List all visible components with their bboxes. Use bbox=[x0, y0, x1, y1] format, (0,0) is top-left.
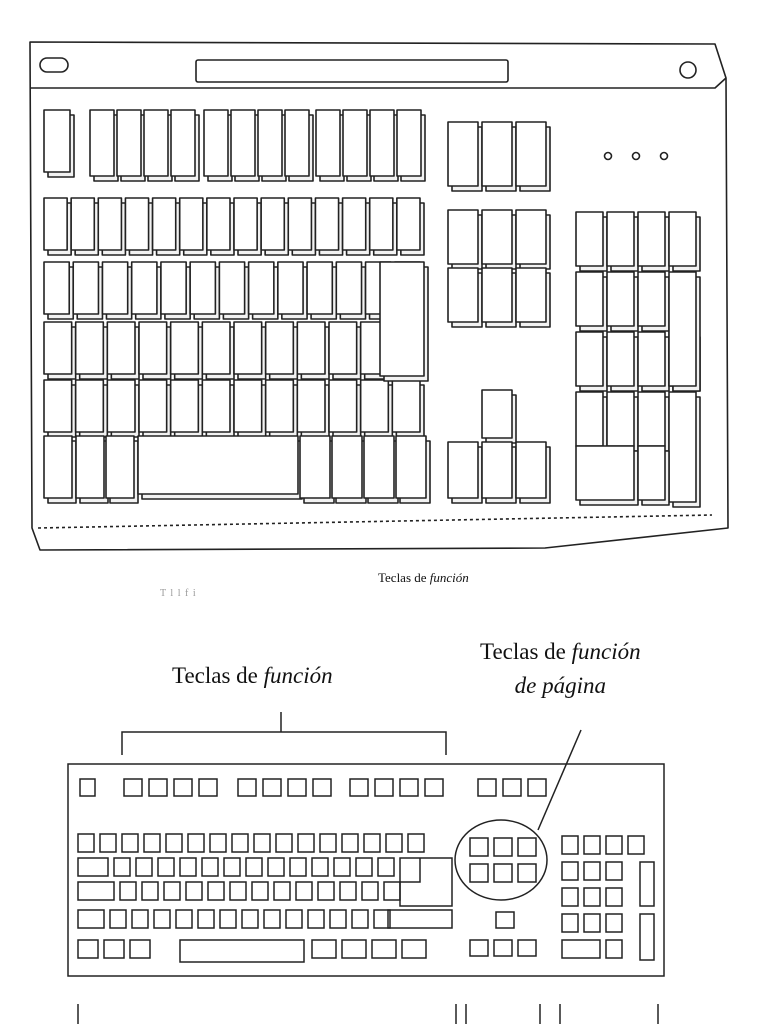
sketch-main-key bbox=[161, 262, 186, 314]
sketch-main-key bbox=[125, 198, 148, 250]
schematic-main-key bbox=[330, 910, 346, 928]
sketch-faint-text: T l l f i bbox=[160, 588, 197, 599]
indicator-led bbox=[605, 153, 612, 160]
schematic-numpad-key bbox=[562, 836, 578, 854]
schematic-arrow-key bbox=[470, 940, 488, 956]
schematic-main-key bbox=[122, 834, 138, 852]
schematic-main-key bbox=[78, 834, 94, 852]
keyboard-top-slot bbox=[196, 60, 508, 82]
schematic-numpad-key bbox=[606, 940, 622, 958]
sketch-main-key bbox=[361, 380, 389, 432]
schematic-main-key bbox=[356, 858, 372, 876]
sketch-main-key bbox=[261, 198, 284, 250]
schematic-function-key bbox=[199, 779, 217, 796]
sketch-main-key bbox=[288, 198, 311, 250]
sketch-function-key bbox=[231, 110, 255, 176]
schematic-numpad-key bbox=[562, 914, 578, 932]
schematic-main-key bbox=[208, 882, 224, 900]
sketch-numpad-key bbox=[576, 272, 603, 326]
schematic-system-key bbox=[503, 779, 521, 796]
sketch-arrow-key bbox=[516, 442, 546, 498]
schematic-main-key bbox=[298, 834, 314, 852]
sketch-main-key bbox=[307, 262, 332, 314]
sketch-main-key bbox=[171, 380, 199, 432]
sketch-main-key bbox=[297, 322, 325, 374]
schematic-main-key bbox=[352, 910, 368, 928]
schematic-main-key bbox=[198, 910, 214, 928]
schematic-numpad-key bbox=[628, 836, 644, 854]
schematic-main-key bbox=[252, 882, 268, 900]
schematic-main-key bbox=[318, 882, 334, 900]
sketch-bottom-key bbox=[396, 436, 426, 498]
schematic-bottom-key bbox=[342, 940, 366, 958]
sketch-system-key bbox=[448, 122, 478, 186]
schematic-numpad-key bbox=[584, 836, 600, 854]
schematic-main-key bbox=[180, 858, 196, 876]
schematic-main-key bbox=[268, 858, 284, 876]
sketch-numpad-key bbox=[576, 392, 603, 446]
sketch-function-key bbox=[117, 110, 141, 176]
schematic-main-key bbox=[210, 834, 226, 852]
sketch-numpad-plus-key bbox=[669, 272, 696, 386]
keyboard-top-left-oval bbox=[40, 58, 68, 72]
schematic-function-key bbox=[425, 779, 443, 796]
sketch-numpad-key bbox=[576, 332, 603, 386]
schematic-main-key bbox=[230, 882, 246, 900]
schematic-function-key bbox=[400, 779, 418, 796]
sketch-main-key bbox=[153, 198, 176, 250]
schematic-main-key bbox=[362, 882, 378, 900]
sketch-main-key bbox=[219, 262, 244, 314]
keyboard-sketch bbox=[30, 42, 728, 550]
schematic-main-key bbox=[242, 910, 258, 928]
sketch-numpad-key bbox=[638, 446, 665, 500]
schematic-numpad-key bbox=[562, 862, 578, 880]
schematic-function-key bbox=[238, 779, 256, 796]
sketch-main-key bbox=[249, 262, 274, 314]
schematic-numpad-key bbox=[606, 836, 622, 854]
schematic-main-key bbox=[296, 882, 312, 900]
sketch-arrow-key bbox=[482, 442, 512, 498]
sketch-enter-key bbox=[380, 262, 424, 376]
schematic-numpad-zero-key bbox=[562, 940, 600, 958]
sketch-main-key bbox=[370, 198, 393, 250]
keyboard-schematic bbox=[68, 712, 664, 1024]
sketch-function-key bbox=[258, 110, 282, 176]
schematic-main-key bbox=[224, 858, 240, 876]
sketch-numpad-zero-key bbox=[576, 446, 634, 500]
schematic-main-key bbox=[246, 858, 262, 876]
schematic-arrow-key bbox=[518, 940, 536, 956]
schematic-main-key bbox=[342, 834, 358, 852]
sketch-navigation-key bbox=[448, 210, 478, 264]
schematic-right-shift-key bbox=[388, 910, 452, 928]
sketch-main-key bbox=[44, 262, 69, 314]
sketch-bottom-key bbox=[76, 436, 104, 498]
sketch-numpad-enter-key bbox=[669, 392, 696, 502]
schematic-page-key bbox=[518, 838, 536, 856]
schematic-arrow-key bbox=[494, 940, 512, 956]
schematic-main-key bbox=[274, 882, 290, 900]
sketch-main-key bbox=[315, 198, 338, 250]
schematic-numpad-key bbox=[562, 888, 578, 906]
schematic-main-key bbox=[340, 882, 356, 900]
schematic-space-bar bbox=[180, 940, 304, 962]
sketch-main-key bbox=[234, 322, 262, 374]
sketch-caption: Teclas de función bbox=[378, 570, 469, 585]
sketch-main-key bbox=[343, 198, 366, 250]
indicator-led bbox=[661, 153, 668, 160]
sketch-bottom-key bbox=[300, 436, 330, 498]
keyboard-top-right-knob bbox=[680, 62, 696, 78]
schematic-main-key bbox=[408, 834, 424, 852]
schematic-system-key bbox=[478, 779, 496, 796]
schematic-numpad-key bbox=[606, 862, 622, 880]
sketch-numpad-key bbox=[669, 212, 696, 266]
sketch-numpad-key bbox=[638, 212, 665, 266]
schematic-main-key bbox=[142, 882, 158, 900]
sketch-bottom-key bbox=[106, 436, 134, 498]
sketch-main-key bbox=[392, 380, 420, 432]
indicator-led bbox=[633, 153, 640, 160]
schematic-numpad-key bbox=[606, 914, 622, 932]
schematic-numpad-key bbox=[584, 914, 600, 932]
sketch-main-key bbox=[336, 262, 361, 314]
sketch-main-key bbox=[44, 322, 72, 374]
sketch-main-key bbox=[98, 198, 121, 250]
schematic-function-key bbox=[124, 779, 142, 796]
sketch-function-key bbox=[397, 110, 421, 176]
sketch-main-key bbox=[329, 380, 357, 432]
schematic-bottom-key bbox=[104, 940, 124, 958]
schematic-main-key bbox=[290, 858, 306, 876]
schematic-main-key bbox=[320, 834, 336, 852]
sketch-function-key bbox=[171, 110, 195, 176]
sketch-main-key bbox=[76, 380, 104, 432]
schematic-main-key bbox=[100, 834, 116, 852]
sketch-space-bar bbox=[138, 436, 298, 494]
sketch-numpad-key bbox=[576, 212, 603, 266]
sketch-arrow-key bbox=[448, 442, 478, 498]
sketch-numpad-key bbox=[607, 392, 634, 446]
schematic-main-key bbox=[186, 882, 202, 900]
function-keys-bracket bbox=[122, 712, 446, 755]
sketch-main-key bbox=[171, 322, 199, 374]
schematic-page-key bbox=[494, 864, 512, 882]
sketch-function-key bbox=[285, 110, 309, 176]
sketch-main-key bbox=[234, 380, 262, 432]
sketch-function-key bbox=[370, 110, 394, 176]
schematic-main-key bbox=[364, 834, 380, 852]
sketch-numpad-key bbox=[638, 272, 665, 326]
sketch-function-key bbox=[204, 110, 228, 176]
schematic-main-key bbox=[276, 834, 292, 852]
sketch-navigation-key bbox=[482, 268, 512, 322]
schematic-main-key bbox=[166, 834, 182, 852]
schematic-numpad-key bbox=[606, 888, 622, 906]
page-function-keys-label: Teclas de función de página bbox=[480, 639, 641, 698]
sketch-numpad-key bbox=[607, 332, 634, 386]
sketch-main-key bbox=[278, 262, 303, 314]
sketch-arrow-key bbox=[482, 390, 512, 438]
schematic-function-key bbox=[350, 779, 368, 796]
schematic-main-key bbox=[144, 834, 160, 852]
sketch-function-key bbox=[316, 110, 340, 176]
schematic-main-key bbox=[220, 910, 236, 928]
sketch-bottom-key bbox=[44, 436, 72, 498]
schematic-main-key bbox=[188, 834, 204, 852]
schematic-main-key bbox=[334, 858, 350, 876]
schematic-main-key bbox=[264, 910, 280, 928]
schematic-function-key bbox=[288, 779, 306, 796]
sketch-navigation-key bbox=[448, 268, 478, 322]
schematic-tab-key bbox=[78, 858, 108, 876]
schematic-page-key bbox=[494, 838, 512, 856]
sketch-main-key bbox=[76, 322, 104, 374]
schematic-main-key bbox=[232, 834, 248, 852]
schematic-bottom-key bbox=[402, 940, 426, 958]
sketch-navigation-key bbox=[516, 268, 546, 322]
sketch-main-key bbox=[202, 322, 230, 374]
sketch-main-key bbox=[139, 322, 167, 374]
sketch-system-key bbox=[516, 122, 546, 186]
sketch-esc-key bbox=[44, 110, 70, 172]
schematic-page-key bbox=[518, 864, 536, 882]
schematic-caps-key bbox=[78, 882, 114, 900]
sketch-main-key bbox=[266, 380, 294, 432]
sketch-numpad-key bbox=[638, 392, 665, 446]
sketch-bottom-key bbox=[332, 436, 362, 498]
sketch-function-key bbox=[144, 110, 168, 176]
sketch-main-key bbox=[44, 380, 72, 432]
schematic-function-key bbox=[174, 779, 192, 796]
schematic-esc-key bbox=[80, 779, 95, 796]
schematic-enter-key bbox=[400, 858, 452, 906]
sketch-numpad-key bbox=[607, 212, 634, 266]
sketch-navigation-key bbox=[516, 210, 546, 264]
sketch-main-key bbox=[297, 380, 325, 432]
sketch-numpad-key bbox=[638, 332, 665, 386]
sketch-main-key bbox=[202, 380, 230, 432]
sketch-numpad-key bbox=[607, 272, 634, 326]
schematic-function-key bbox=[313, 779, 331, 796]
sketch-main-key bbox=[107, 380, 135, 432]
schematic-main-key bbox=[384, 882, 400, 900]
schematic-main-key bbox=[154, 910, 170, 928]
sketch-main-key bbox=[73, 262, 98, 314]
schematic-main-key bbox=[114, 858, 130, 876]
schematic-numpad-enter-key bbox=[640, 914, 654, 960]
schematic-system-key bbox=[528, 779, 546, 796]
function-keys-label: Teclas de función bbox=[172, 663, 333, 688]
schematic-function-key bbox=[375, 779, 393, 796]
schematic-main-key bbox=[202, 858, 218, 876]
sketch-function-key bbox=[343, 110, 367, 176]
sketch-function-key bbox=[90, 110, 114, 176]
schematic-arrow-key bbox=[496, 912, 514, 928]
schematic-shift-key bbox=[78, 910, 104, 928]
schematic-main-key bbox=[286, 910, 302, 928]
sketch-main-key bbox=[102, 262, 127, 314]
schematic-main-key bbox=[120, 882, 136, 900]
schematic-page-key bbox=[470, 864, 488, 882]
sketch-main-key bbox=[207, 198, 230, 250]
schematic-numpad-key bbox=[584, 862, 600, 880]
sketch-main-key bbox=[329, 322, 357, 374]
sketch-navigation-key bbox=[482, 210, 512, 264]
sketch-main-key bbox=[44, 198, 67, 250]
page-keys-pointer bbox=[538, 730, 581, 830]
sketch-main-key bbox=[234, 198, 257, 250]
schematic-numpad-key bbox=[584, 888, 600, 906]
sketch-main-key bbox=[139, 380, 167, 432]
schematic-main-key bbox=[386, 834, 402, 852]
schematic-page-key bbox=[470, 838, 488, 856]
schematic-function-key bbox=[149, 779, 167, 796]
schematic-main-key bbox=[132, 910, 148, 928]
sketch-main-key bbox=[190, 262, 215, 314]
schematic-bottom-key bbox=[130, 940, 150, 958]
schematic-numpad-plus-key bbox=[640, 862, 654, 906]
sketch-bottom-key bbox=[364, 436, 394, 498]
schematic-bottom-key bbox=[372, 940, 396, 958]
page-keys-highlight-circle bbox=[455, 820, 547, 900]
schematic-bottom-key bbox=[312, 940, 336, 958]
schematic-main-key bbox=[308, 910, 324, 928]
schematic-main-key bbox=[176, 910, 192, 928]
schematic-bottom-key bbox=[78, 940, 98, 958]
schematic-main-key bbox=[164, 882, 180, 900]
schematic-main-key bbox=[378, 858, 394, 876]
schematic-main-key bbox=[254, 834, 270, 852]
schematic-main-key bbox=[136, 858, 152, 876]
sketch-main-key bbox=[132, 262, 157, 314]
schematic-main-key bbox=[110, 910, 126, 928]
schematic-function-key bbox=[263, 779, 281, 796]
sketch-main-key bbox=[71, 198, 94, 250]
sketch-main-key bbox=[107, 322, 135, 374]
sketch-main-key bbox=[397, 198, 420, 250]
sketch-main-key bbox=[180, 198, 203, 250]
sketch-system-key bbox=[482, 122, 512, 186]
sketch-main-key bbox=[266, 322, 294, 374]
schematic-main-key bbox=[312, 858, 328, 876]
schematic-main-key bbox=[158, 858, 174, 876]
